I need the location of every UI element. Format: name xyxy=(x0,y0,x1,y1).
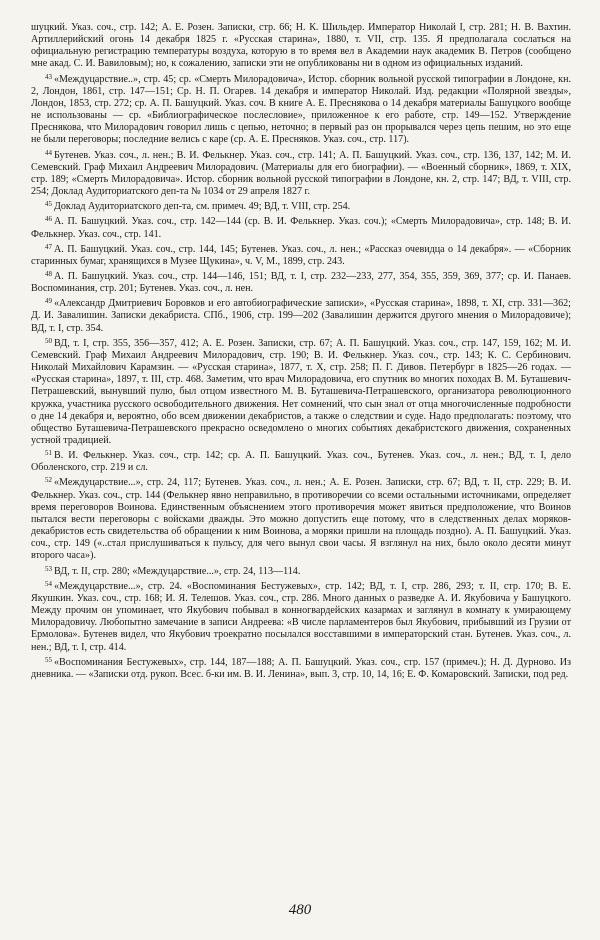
footnote-0 xyxy=(31,22,571,71)
footnote-number: 49 xyxy=(45,297,52,306)
footnote-text: ВД, т. I, стр. 355, 356—357, 412; А. Е. Розен. Записки, стр. 67; А. П. Башуцкий. Указ. соч., стр. 147, 159, 162; М. И. Семевский. Граф Михаил Андреевич Милорадович, стр. 190; В. И. Фелькнер. Указ. соч., стр. 143; К. С. Сербинович. Николай Михайлович Карамзин. — «Русская старина», 1877, т. X, стр. 258; П. Г. Дивов. Петербург в 1825—26 годах. — «Русская старина», 1897, т. III, стр. 468. Заметим, что врач Милорадовича, его спутник во многих походах В. М. Буташевич-Петрашевский, вынувший пулю, был отцом известного М. В. Буташевича-Петрашевского, организатора революционного кружка, участника русского освободительного движения. Нет сомнений, что сын знал от отца многочисленные подробности о дне 14 декабря и, вероятно, обо всем движении декабристов, а также о следствии и суде. Надо предполагать: поэтому, что общество Буташевича-Петрашевского прекрасно осведомлено о многих событиях декабристского движения, сохраненных устной традицией. xyxy=(31,337,571,446)
footnote-50 xyxy=(31,335,571,447)
footnote-number: 45 xyxy=(45,200,52,209)
footnote-number: 51 xyxy=(45,449,52,458)
footnote-number: 54 xyxy=(45,579,52,588)
footnote-text: А. П. Башуцкий. Указ. соч., стр. 144—146, 151; ВД, т. I, стр. 232—233, 277, 354, 355, 359, 369, 377; ср. И. Панаев. Воспоминания, стр. 201; Бутенев. Указ. соч., л. нен. xyxy=(31,270,571,295)
footnote-54 xyxy=(31,578,571,654)
footnotes-column xyxy=(31,22,571,681)
footnote-51 xyxy=(31,447,571,474)
footnote-text: «Александр Дмитриевич Боровков и его автобиографические записки», «Русская старина», 1898, т. XI, стр. 331—362; Д. И. Завалишин. Записки декабриста. СПб., 1906, стр. 199—202 (Завалишин держится другого мнения о Милорадовиче); ВД, т. I, стр. 354. xyxy=(31,298,571,334)
footnote-number: 46 xyxy=(45,215,52,224)
footnote-text: Бутенев. Указ. соч., л. нен.; В. И. Фелькнер. Указ. соч., стр. 141; А. П. Башуцкий. Указ. соч., стр. 136, 137, 142; М. И. Семевский. Граф Михаил Андреевич Милорадович. (Материалы для его биографии). — «Военный сборник», 1869, т. XIX, стр. 189; «Смерть Милорадовича». Истор. сборник вольной русской типографии в Лондоне, кн. 2, стр. 147; ВД, т. VIII, стр. 254; Доклад Аудиториатского деп-та № 1034 от 29 апреля 1827 г. xyxy=(31,149,571,198)
footnote-52 xyxy=(31,474,571,562)
footnote-number: 50 xyxy=(45,336,52,345)
footnote-49 xyxy=(31,295,571,334)
footnote-text: «Междуцарствие...», стр. 24. «Воспоминания Бестужевых», стр. 142; ВД, т. I, стр. 286, 293; т. II, стр. 170; В. Е. Якушкин. Указ. соч., стр. 168; И. Я. Телешов. Указ. соч., стр. 286. Много данных о разведке А. И. Якубовича у Башуцкого. Между прочим он упоминает, что Якубович побывал в конногвардейских казармах и заглянул в комнату к умирающему Милорадовичу. Любопытно замечание в записи Андреева: «В числе парламентеров был Якубович, прибывший из Грузии от Ермолова». Бутенев видел, что Якубович троекратно посылался восставшими в императорский стан. Бутенев. Указ. соч., л. нен.; ВД, т. I, стр. 414. xyxy=(31,580,571,653)
footnote-text: «Воспоминания Бестужевых», стр. 144, 187—188; А. П. Башуцкий. Указ. соч., стр. 157 (примеч.); Н. Д. Дурново. Из дневника. — «Записки отд. рукоп. Всес. б-ки им. В. И. Ленина», вып. 3, стр. 10, 14, 16; Е. Ф. Комаровский. Записки, под ред. xyxy=(31,656,571,680)
footnote-number: 53 xyxy=(45,564,52,573)
footnote-number: 44 xyxy=(45,148,52,157)
footnote-text: Доклад Аудиториатского деп-та, см. примеч. 49; ВД, т. VIII, стр. 254. xyxy=(54,201,351,213)
footnote-43 xyxy=(31,71,571,147)
footnote-45 xyxy=(31,198,571,213)
footnote-47 xyxy=(31,241,571,268)
footnote-text: «Междуцарствие..», стр. 45; ср. «Смерть Милорадовича», Истор. сборник вольной русской типографии в Лондоне, кн. 2, Лондон, 1861, стр. 147—151; Ср. Н. П. Огарев. 14 декабря и император Николай. Изд. редакции «Полярной звезды», Лондон, 1853, стр. 272; ср. А. П. Башуцкий. Указ. соч. В книге А. Е. Преснякова о 14 декабря материалы Башуцкого вообще не использованы — ср. «Библиографическое послесловие», приложенное к его работе, стр. 149—152. Утверждение Преснякова, что Милорадович говорил лишь с цепью, неточно; в первый раз он прорывался через цепь пешим, но это еще не были переговоры; последние велись с каре (ср. А. Е. Пресняков. Указ. соч., стр. 117). xyxy=(31,73,571,146)
footnote-text: ВД, т. II, стр. 280; «Междуцарствие...», стр. 24, 113—114. xyxy=(54,565,301,577)
footnote-text: А. П. Башуцкий. Указ. соч., стр. 144, 145; Бутенев. Указ. соч., л. нен.; «Рассказ очевидца о 14 декабря». — «Сборник старинных бумаг, хранящихся в Музее Щукина», ч. V, М., 1899, стр. 243. xyxy=(31,243,571,267)
footnote-46 xyxy=(31,213,571,240)
footnote-text: В. И. Фелькнер. Указ. соч., стр. 142; ср. А. П. Башуцкий. Указ. соч., Бутенев. Указ. соч., л. нен.; ВД, т. I, дело Оболенского, стр. 219 и сл. xyxy=(31,450,571,474)
footnote-number: 47 xyxy=(45,242,52,251)
footnote-number: 48 xyxy=(45,269,52,278)
footnote-text: «Междуцарствие...», стр. 24, 117; Бутенев. Указ. соч., л. нен.; А. Е. Розен. Записки, стр. 67; ВД, т. II, стр. 229; В. И. Фелькнер. Указ. соч., стр. 144 (Фелькнер явно неправильно, в противоречии со всеми остальными источниками, определяет время переговоров Воинова. Единственным объяснением этого противоречия может явиться предположение, что Воинов пытался вести переговоры с войсками дважды. Это можно допустить еще потому, что в следственных делах моряков-декабристов есть свидетельства об обращении к ним Воинова, а моряки пришли на площадь поздно). А. П. Башуцкий. Указ. соч., стр. 149 («..стал прислушиваться к пульсу, для чего вынул свои часы. Я взглянул на них, было около десяти минут второго часа»). xyxy=(31,477,571,562)
footnote-number: 52 xyxy=(45,476,52,485)
page-number: 480 xyxy=(288,902,312,918)
footnote-53 xyxy=(31,563,571,578)
footnote-44 xyxy=(31,147,571,199)
footnote-55 xyxy=(31,654,571,681)
footnote-48 xyxy=(31,268,571,295)
footnote-text: шуцкий. Указ. соч., стр. 142; А. Е. Розен. Записки, стр. 66; Н. К. Шильдер. Император Николай I, стр. 281; Н. В. Вахтин. Артиллерийский огонь 14 декабря 1825 г. «Русская старина», 1880, т. VII, стр. 135. Я предполагала сослаться на официальную регистрацию температуры воздуха, которую в то время вел в Академии наук академик В. Петров (сообщено мне акад. С. И. Вавиловым); но, к сожалению, записки эти не опубликованы ни в одном из официальных изданий. xyxy=(31,22,571,70)
footnote-number: 55 xyxy=(45,655,52,664)
footnote-number: 43 xyxy=(45,72,52,81)
footnote-text: А. П. Башуцкий. Указ. соч., стр. 142—144 (ср. В. И. Фелькнер. Указ. соч.); «Смерть Милорадовича», стр. 148; В. И. Фелькнер. Указ. соч., стр. 141. xyxy=(31,216,571,240)
